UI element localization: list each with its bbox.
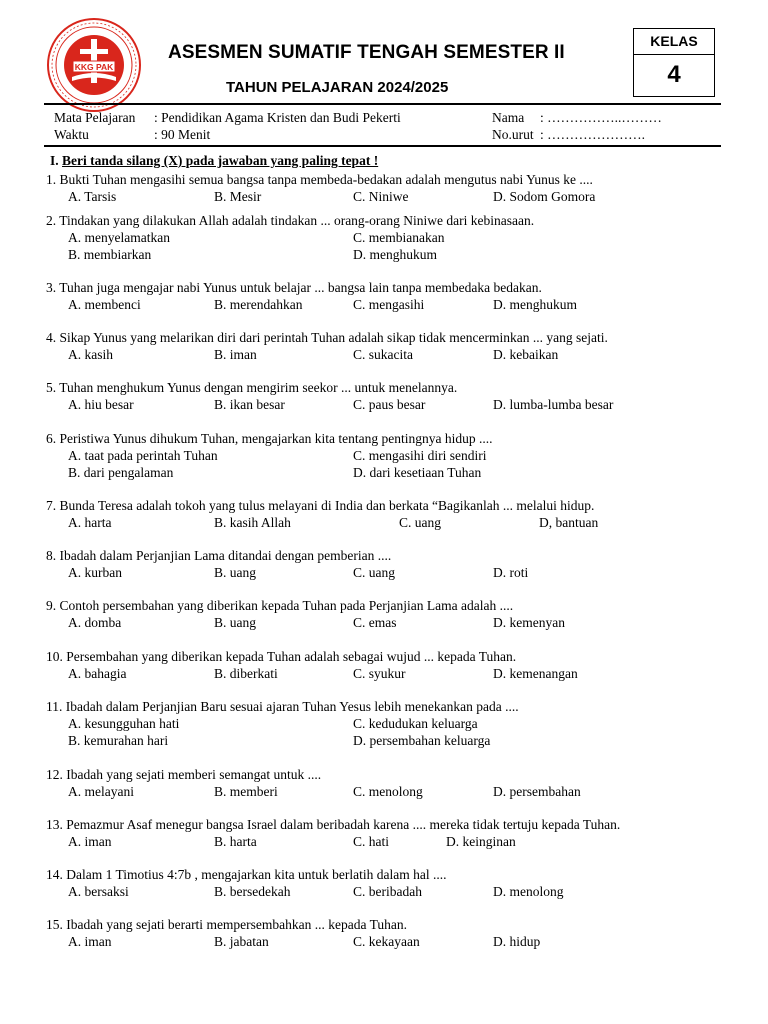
info-divider [44,145,721,147]
subject-label: Mata Pelajaran [54,110,136,125]
answer-option[interactable]: C. membianakan [353,230,445,245]
answer-option[interactable]: D. kemenyan [493,615,565,630]
option-row [46,933,736,950]
header-divider [44,103,721,105]
answer-option[interactable]: D. Sodom Gomora [493,189,596,204]
answer-option[interactable]: D. persembahan keluarga [353,733,491,748]
answer-option[interactable]: B. iman [214,347,257,362]
answer-option[interactable]: A. bersaksi [68,884,129,899]
name-field[interactable]: : ……………..……… [540,110,662,125]
answer-option[interactable]: C. kedudukan keluarga [353,716,478,731]
answer-option[interactable]: A. melayani [68,784,134,799]
question-5 [46,379,736,413]
answer-option[interactable]: D, bantuan [539,515,599,530]
answer-option[interactable]: D. menghukum [353,247,437,262]
answer-option[interactable]: D. kebaikan [493,347,559,362]
answer-option[interactable]: C. uang [399,515,441,530]
answer-option[interactable]: C. mengasihi diri sendiri [353,448,487,463]
answer-option[interactable]: B. Mesir [214,189,262,204]
answer-option[interactable]: C. beribadah [353,884,422,899]
answer-option[interactable]: B. diberkati [214,666,278,681]
exam-title: ASESMEN SUMATIF TENGAH SEMESTER II [168,42,565,63]
answer-option[interactable]: D. keinginan [446,834,516,849]
option-row [46,783,736,800]
option-row [46,246,736,263]
question-9 [46,597,736,631]
answer-option[interactable]: C. sukacita [353,347,413,362]
time-label: Waktu [54,127,89,142]
option-row [46,732,736,749]
answer-option[interactable]: D. roti [493,565,529,580]
answer-option[interactable]: D. kemenangan [493,666,578,681]
answer-option[interactable]: B. membiarkan [68,247,152,262]
answer-option[interactable]: B. kasih Allah [214,515,291,530]
answer-option[interactable]: A. bahagia [68,666,127,681]
answer-option[interactable]: A. iman [68,834,112,849]
time-value: : 90 Menit [154,127,211,142]
answer-option[interactable]: D. persembahan [493,784,581,799]
class-number: 4 [667,61,681,88]
question-11 [46,698,736,749]
answer-option[interactable]: B. dari pengalaman [68,465,174,480]
question-7 [46,497,736,531]
answer-option[interactable]: B. bersedekah [214,884,291,899]
question-1 [46,171,736,205]
answer-option[interactable]: C. mengasihi [353,297,425,312]
question-text: 14. Dalam 1 Timotius 4:7b , mengajarkan kita untuk berlatih dalam hal .... [46,867,447,882]
option-row [46,464,736,481]
answer-option[interactable]: B. memberi [214,784,278,799]
subject-value: : Pendidikan Agama Kristen dan Budi Pekerti [154,110,401,125]
option-row [46,396,736,413]
answer-option[interactable]: B. jabatan [214,934,269,949]
answer-option[interactable]: B. uang [214,615,256,630]
answer-option[interactable]: A. hiu besar [68,397,134,412]
answer-option[interactable]: D. dari kesetiaan Tuhan [353,465,482,480]
question-13 [46,816,736,850]
option-row [46,883,736,900]
answer-option[interactable]: B. uang [214,565,256,580]
question-text: 1. Bukti Tuhan mengasihi semua bangsa tanpa membeda-bedakan adalah mengutus nabi Yunus ke .... [46,172,593,187]
question-text: 9. Contoh persembahan yang diberikan kepada Tuhan pada Perjanjian Lama adalah .... [46,598,514,613]
answer-option[interactable]: A. domba [68,615,122,630]
answer-option[interactable]: C. uang [353,565,395,580]
answer-option[interactable]: A. kasih [68,347,113,362]
number-label: No.urut [492,127,534,142]
question-text: 7. Bunda Teresa adalah tokoh yang tulus melayani di India dan berkata “Bagikanlah ... melalui hidup. [46,498,595,513]
question-14 [46,866,736,900]
question-text: 13. Pemazmur Asaf menegur bangsa Israel dalam beribadah karena .... mereka tidak tertuju kepada Tuhan. [46,817,621,832]
answer-option[interactable]: A. kesungguhan hati [68,716,180,731]
answer-option[interactable]: A. harta [68,515,112,530]
logo-text: KKG PAK [74,62,114,72]
question-text: 4. Sikap Yunus yang melarikan diri dari perintah Tuhan adalah sikap tidak mencerminkan ... yang sejati. [46,330,608,345]
question-text: 3. Tuhan juga mengajar nabi Yunus untuk belajar ... bangsa lain tanpa membedaka bedakan. [46,280,542,295]
question-15 [46,916,736,950]
section-instruction-text: Beri tanda silang (X) pada jawaban yang paling tepat ! [62,153,379,168]
question-text: 2. Tindakan yang dilakukan Allah adalah tindakan ... orang-orang Niniwe dari kebinasaan. [46,213,535,228]
option-row [46,296,736,313]
answer-option[interactable]: C. paus besar [353,397,426,412]
question-12 [46,766,736,800]
answer-option[interactable]: C. menolong [353,784,423,799]
class-box [633,28,715,97]
academic-year: TAHUN PELAJARAN 2024/2025 [226,79,449,96]
option-row [46,614,736,631]
answer-option[interactable]: C. emas [353,615,397,630]
option-row [46,564,736,581]
answer-option[interactable]: D. menolong [493,884,564,899]
class-label: KELAS [634,29,714,55]
question-text: 15. Ibadah yang sejati berarti mempersembahkan ... kepada Tuhan. [46,917,408,932]
section-number: I. [50,153,59,168]
option-row [46,447,736,464]
option-row [46,514,736,531]
answer-option[interactable]: C. syukur [353,666,406,681]
question-4 [46,329,736,363]
answer-option[interactable]: B. merendahkan [214,297,303,312]
option-row [46,833,736,850]
number-field[interactable]: : …………………. [540,127,646,142]
question-text: 10. Persembahan yang diberikan kepada Tuhan adalah sebagai wujud ... kepada Tuhan. [46,649,517,664]
name-label: Nama [492,110,525,125]
question-text: 5. Tuhan menghukum Yunus dengan mengirim seekor ... untuk menelannya. [46,380,458,395]
answer-option[interactable]: C. hati [353,834,389,849]
answer-option[interactable]: D. lumba-lumba besar [493,397,614,412]
answer-option[interactable]: A. Tarsis [68,189,117,204]
answer-option[interactable]: A. kurban [68,565,122,580]
option-row [46,346,736,363]
question-8 [46,547,736,581]
question-text: 8. Ibadah dalam Perjanjian Lama ditandai dengan pemberian .... [46,548,392,563]
answer-option[interactable]: A. taat pada perintah Tuhan [68,448,218,463]
option-row [46,715,736,732]
option-row [46,229,736,246]
option-row [46,665,736,682]
school-logo [46,17,142,113]
answer-option[interactable]: D. menghukum [493,297,577,312]
question-text: 12. Ibadah yang sejati memberi semangat untuk .... [46,767,322,782]
answer-option[interactable]: B. kemurahan hari [68,733,169,748]
question-2 [46,212,736,263]
question-6 [46,430,736,481]
answer-option[interactable]: C. Niniwe [353,189,409,204]
question-3 [46,279,736,313]
answer-option[interactable]: A. membenci [68,297,141,312]
option-row [46,188,736,205]
answer-option[interactable]: D. hidup [493,934,541,949]
question-text: 11. Ibadah dalam Perjanjian Baru sesuai ajaran Tuhan Yesus lebih menekankan pada .... [46,699,519,714]
answer-option[interactable]: C. kekayaan [353,934,420,949]
question-10 [46,648,736,682]
answer-option[interactable]: A. menyelamatkan [68,230,170,245]
section-instruction [50,153,378,169]
question-text: 6. Peristiwa Yunus dihukum Tuhan, mengajarkan kita tentang pentingnya hidup .... [46,431,493,446]
answer-option[interactable]: A. iman [68,934,112,949]
answer-option[interactable]: B. ikan besar [214,397,285,412]
answer-option[interactable]: B. harta [214,834,257,849]
